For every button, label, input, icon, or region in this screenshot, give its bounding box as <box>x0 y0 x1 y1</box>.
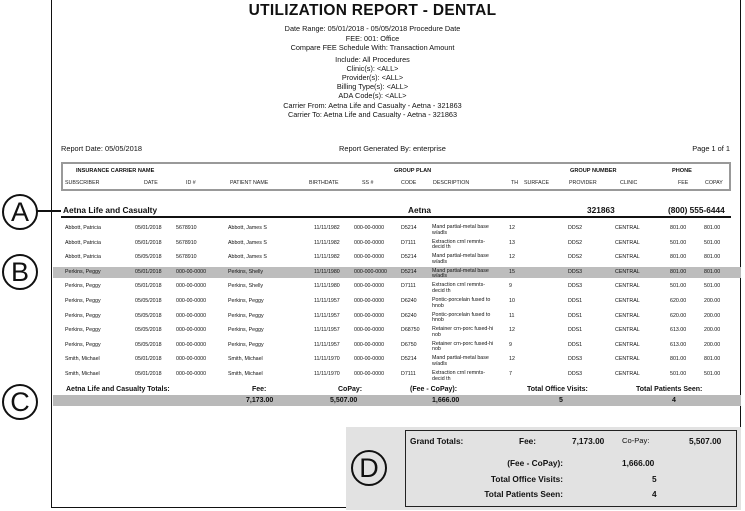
row-fee: 620.00 <box>670 298 687 304</box>
row-fee: 501.00 <box>670 371 687 377</box>
header-clinic: CLINIC <box>620 180 638 186</box>
row-id: 000-00-0000 <box>176 356 207 363</box>
row-subscriber: Abbott, Patricia <box>65 225 101 231</box>
row-patient-name: Perkins, Peggy <box>228 312 264 319</box>
report-parameters <box>0 24 745 119</box>
row-code: D7111 <box>401 283 416 290</box>
row-tooth: 15 <box>509 268 515 275</box>
row-fee: 801.00 <box>670 225 687 231</box>
param-clinics: Clinic(s): <ALL> <box>346 63 399 73</box>
row-birthdate: 11/11/1982 <box>314 239 340 246</box>
row-patient-name: Perkins, Peggy <box>228 341 264 348</box>
carrier-totals-fee: 7,173.00 <box>246 397 274 404</box>
row-copay: 200.00 <box>704 341 721 348</box>
row-patient-name: Abbott, James S <box>228 239 267 246</box>
row-subscriber: Perkins, Peggy <box>65 312 101 319</box>
carrier-totals-patients-label: Total Patients Seen: <box>636 386 703 393</box>
row-ss: 000-00-0000 <box>354 283 385 290</box>
row-description: Mand partial-metal base w/adls <box>432 253 489 265</box>
row-subscriber: Smith, Michael <box>65 356 100 363</box>
row-code: D5214 <box>401 254 417 261</box>
carrier-totals-fee-label: Fee: <box>252 386 267 393</box>
row-ss: 000-00-0000 <box>354 254 385 261</box>
row-code: D5214 <box>401 356 417 363</box>
grand-totals-visits-label: Total Office Visits: <box>490 474 563 484</box>
row-ss: 000-00-0000 <box>354 341 385 348</box>
param-billing-types: Billing Type(s): <ALL> <box>336 82 409 92</box>
report-date: Report Date: 05/05/2018 <box>61 144 142 153</box>
param-fee: FEE: 001: Office <box>345 34 400 44</box>
row-patient-name: Smith, Michael <box>228 371 263 377</box>
row-description: Pontic-porcelain fused to hnob <box>432 311 491 324</box>
row-date: 05/05/2018 <box>135 312 162 319</box>
row-tooth: 9 <box>509 283 512 290</box>
row-fee: 801.00 <box>670 268 687 275</box>
row-provider: DDS2 <box>568 239 583 246</box>
row-copay: 501.00 <box>704 371 721 377</box>
row-code: D7111 <box>401 239 416 246</box>
row-provider: DDS2 <box>568 225 583 231</box>
row-birthdate: 11/11/1982 <box>314 225 340 231</box>
row-description: Mand partial-metal base w/adls <box>432 355 489 367</box>
row-copay: 801.00 <box>704 268 721 275</box>
row-provider: DDS3 <box>568 356 583 363</box>
header-birthdate: BIRTHDATE <box>309 180 339 186</box>
row-description: Retainer crn-porc fused-hi nob <box>432 326 494 338</box>
row-copay: 501.00 <box>704 239 721 246</box>
row-subscriber: Smith, Michael <box>65 371 100 377</box>
row-description: Extraction crnl remnts-decid th <box>432 370 485 382</box>
param-date-range: Date Range: 05/01/2018 - 05/05/2018 Procedure Date <box>284 24 461 33</box>
row-tooth: 12 <box>509 254 515 261</box>
row-ss: 000-00-0000 <box>354 312 385 319</box>
row-fee: 801.00 <box>670 254 687 261</box>
row-description: Extraction crnl remnts-decid th <box>432 282 485 294</box>
header-phone: PHONE <box>672 168 692 174</box>
row-date: 05/05/2018 <box>135 298 162 304</box>
row-clinic: CENTRAL <box>615 298 640 304</box>
grand-totals-diff: 1,666.00 <box>622 458 655 468</box>
header-th: TH <box>511 180 519 186</box>
row-provider: DDS1 <box>568 327 583 334</box>
group-carrier-name: Aetna Life and Casualty <box>63 205 158 215</box>
row-date: 05/01/2018 <box>135 225 162 231</box>
row-birthdate: 11/11/1957 <box>314 298 340 304</box>
row-id: 000-00-0000 <box>176 283 207 290</box>
row-clinic: CENTRAL <box>615 239 640 246</box>
row-code: D6240 <box>401 312 417 319</box>
grand-totals-fee: 7,173.00 <box>572 436 605 446</box>
row-provider: DDS1 <box>568 312 583 319</box>
row-provider: DDS1 <box>568 298 583 304</box>
carrier-totals-visits-label: Total Office Visits: <box>527 386 588 393</box>
row-fee: 613.00 <box>670 327 687 334</box>
grand-totals-diff-label: (Fee - CoPay): <box>507 458 563 468</box>
row-id: 000-00-0000 <box>176 298 207 304</box>
carrier-totals-bar <box>53 395 741 406</box>
row-clinic: CENTRAL <box>615 283 640 290</box>
header-surface: SURFACE <box>524 180 550 186</box>
row-tooth: 12 <box>509 327 515 334</box>
carrier-totals-label: Aetna Life and Casualty Totals: <box>66 386 170 393</box>
group-divider <box>61 216 731 218</box>
header-insurance-carrier: INSURANCE CARRIER NAME <box>76 168 155 174</box>
row-tooth: 12 <box>509 356 515 363</box>
param-carrier-from: Carrier From: Aetna Life and Casualty - Aetna - 321863 <box>283 100 462 110</box>
row-date: 05/01/2018 <box>135 239 162 246</box>
row-id: 000-00-0000 <box>176 327 207 334</box>
row-birthdate: 11/11/1957 <box>314 341 340 348</box>
header-description: DESCRIPTION <box>433 180 470 186</box>
group-phone: (800) 555-6444 <box>668 205 725 215</box>
row-birthdate: 11/11/1957 <box>314 327 340 334</box>
row-birthdate: 11/11/1970 <box>314 356 340 363</box>
row-birthdate: 11/11/1980 <box>314 268 340 275</box>
callout-c: C <box>2 384 38 420</box>
row-id: 5678910 <box>176 239 197 246</box>
report-generated-by: Report Generated By: enterprise <box>339 144 446 153</box>
row-clinic: CENTRAL <box>615 371 640 377</box>
row-description: Retainer crn-porc fused-hi nob <box>432 340 494 353</box>
row-tooth: 11 <box>509 312 515 319</box>
row-copay: 801.00 <box>704 254 721 261</box>
callout-a-leader <box>36 210 61 212</box>
row-clinic: CENTRAL <box>615 225 640 231</box>
row-date: 05/01/2018 <box>135 356 162 363</box>
row-birthdate: 11/11/1957 <box>314 312 340 319</box>
row-subscriber: Perkins, Peggy <box>65 341 101 348</box>
row-ss: 000-00-0000 <box>354 327 385 334</box>
row-tooth: 13 <box>509 239 515 246</box>
carrier-totals-copay: 5,507.00 <box>330 397 358 404</box>
row-tooth: 7 <box>509 371 512 377</box>
row-code: D5214 <box>401 225 417 231</box>
row-clinic: CENTRAL <box>615 341 640 348</box>
group-number: 321863 <box>587 205 615 215</box>
row-code: D6240 <box>401 298 417 304</box>
callout-d: D <box>351 450 387 486</box>
grand-totals-copay-label: Co-Pay: <box>622 436 650 445</box>
row-subscriber: Abbott, Patricia <box>65 239 101 246</box>
param-providers: Provider(s): <ALL> <box>341 73 404 83</box>
row-patient-name: Abbott, James S <box>228 254 267 261</box>
row-ss: 000-00-0000 <box>354 356 385 363</box>
row-fee: 620.00 <box>670 312 687 319</box>
report-title: UTILIZATION REPORT - DENTAL <box>248 2 497 19</box>
row-copay: 501.00 <box>704 283 721 290</box>
row-description: Pontic-porcelain fused to hnob <box>432 297 491 309</box>
row-patient-name: Abbott, James S <box>228 225 267 231</box>
carrier-totals-diff-label: (Fee - CoPay): <box>410 386 458 393</box>
header-id: ID # <box>186 180 196 186</box>
row-subscriber: Perkins, Peggy <box>65 268 101 275</box>
row-patient-name: Perkins, Shelly <box>228 268 264 275</box>
row-provider: DDS3 <box>568 371 583 377</box>
row-fee: 801.00 <box>670 356 687 363</box>
header-code: CODE <box>401 180 417 186</box>
row-id: 000-00-0000 <box>176 371 207 377</box>
grand-totals-copay: 5,507.00 <box>689 436 722 446</box>
column-header-box <box>61 162 731 191</box>
row-clinic: CENTRAL <box>615 312 640 319</box>
callout-b: B <box>2 254 38 290</box>
row-clinic: CENTRAL <box>615 254 640 261</box>
row-subscriber: Perkins, Peggy <box>65 283 101 290</box>
param-carrier-to: Carrier To: Aetna Life and Casualty - Aetna - 321863 <box>287 109 457 119</box>
row-provider: DDS2 <box>568 254 583 261</box>
group-plan-name: Aetna <box>408 205 432 215</box>
row-fee: 613.00 <box>670 341 687 348</box>
row-copay: 200.00 <box>704 298 721 304</box>
row-date: 05/05/2018 <box>135 341 162 348</box>
row-clinic: CENTRAL <box>615 356 640 363</box>
header-group-plan: GROUP PLAN <box>394 168 432 174</box>
row-patient-name: Perkins, Peggy <box>228 298 264 304</box>
row-tooth: 12 <box>509 225 515 231</box>
row-id: 000-00-0000 <box>176 341 207 348</box>
row-id: 5678910 <box>176 254 197 261</box>
row-clinic: CENTRAL <box>615 327 640 334</box>
row-ss: 000-00-0000 <box>354 298 385 304</box>
row-birthdate: 11/11/1980 <box>314 283 340 290</box>
page-indicator: Page 1 of 1 <box>692 144 730 153</box>
row-date: 05/01/2018 <box>135 283 162 290</box>
param-ada-codes: ADA Code(s): <ALL> <box>338 91 407 101</box>
row-date: 05/05/2018 <box>135 327 162 334</box>
row-clinic: CENTRAL <box>615 268 640 275</box>
carrier-totals-patients: 4 <box>672 397 676 404</box>
row-date: 05/01/2018 <box>135 371 162 377</box>
row-copay: 200.00 <box>704 327 721 334</box>
grand-totals-patients-label: Total Patients Seen: <box>484 489 563 499</box>
row-description: Extraction crnl remnts-decid th <box>432 238 485 251</box>
row-birthdate: 11/11/1982 <box>314 254 340 261</box>
row-fee: 501.00 <box>670 283 687 290</box>
param-include: Include: All Procedures <box>335 54 410 64</box>
row-id: 000-00-0000 <box>176 312 207 319</box>
row-date: 05/05/2018 <box>135 254 162 261</box>
row-patient-name: Smith, Michael <box>228 356 263 363</box>
row-subscriber: Perkins, Peggy <box>65 298 101 304</box>
row-code: D6750 <box>401 341 417 348</box>
row-ss: 000-000-0000 <box>354 268 387 275</box>
row-copay: 200.00 <box>704 312 721 319</box>
grand-totals-label: Grand Totals: <box>410 436 464 446</box>
row-subscriber: Perkins, Peggy <box>65 327 101 334</box>
row-date: 05/01/2018 <box>135 268 162 275</box>
row-code: D5214 <box>401 268 417 275</box>
row-description: Mand partial-metal base w/adls <box>432 267 489 280</box>
row-patient-name: Perkins, Shelly <box>228 283 264 290</box>
row-id: 000-00-0000 <box>176 268 207 275</box>
row-tooth: 9 <box>509 341 512 348</box>
header-ss: SS # <box>362 180 374 186</box>
grand-totals-patients: 4 <box>652 489 657 499</box>
row-code: D7111 <box>401 371 416 377</box>
row-provider: DDS3 <box>568 283 583 290</box>
header-patient-name: PATIENT NAME <box>230 180 269 186</box>
header-provider: PROVIDER <box>569 180 597 186</box>
grand-totals-fee-label: Fee: <box>519 436 537 446</box>
carrier-totals-visits: 5 <box>559 397 563 404</box>
header-group-number: GROUP NUMBER <box>570 168 617 174</box>
row-birthdate: 11/11/1970 <box>314 371 340 377</box>
grand-totals-visits: 5 <box>652 474 657 484</box>
row-patient-name: Perkins, Peggy <box>228 327 264 334</box>
header-subscriber: SUBSCRIBER <box>65 180 100 186</box>
row-provider: DDS3 <box>568 268 583 275</box>
header-date: DATE <box>144 180 158 186</box>
row-description: Mand partial-metal base w/adls <box>432 224 489 236</box>
row-provider: DDS1 <box>568 341 583 348</box>
row-tooth: 10 <box>509 298 515 304</box>
row-ss: 000-00-0000 <box>354 239 385 246</box>
row-copay: 801.00 <box>704 356 721 363</box>
row-copay: 801.00 <box>704 225 721 231</box>
row-id: 5678910 <box>176 225 197 231</box>
header-copay: COPAY <box>705 180 723 186</box>
header-fee: FEE <box>678 180 689 186</box>
carrier-totals-copay-label: CoPay: <box>338 386 363 393</box>
row-subscriber: Abbott, Patricia <box>65 254 101 261</box>
row-ss: 000-00-0000 <box>354 225 385 231</box>
row-fee: 501.00 <box>670 239 687 246</box>
carrier-totals-diff: 1,666.00 <box>432 397 460 404</box>
callout-a: A <box>2 194 38 230</box>
row-code: D68750 <box>401 327 420 334</box>
param-compare: Compare FEE Schedule With: Transaction Amount <box>290 43 455 53</box>
row-ss: 000-00-0000 <box>354 371 385 377</box>
